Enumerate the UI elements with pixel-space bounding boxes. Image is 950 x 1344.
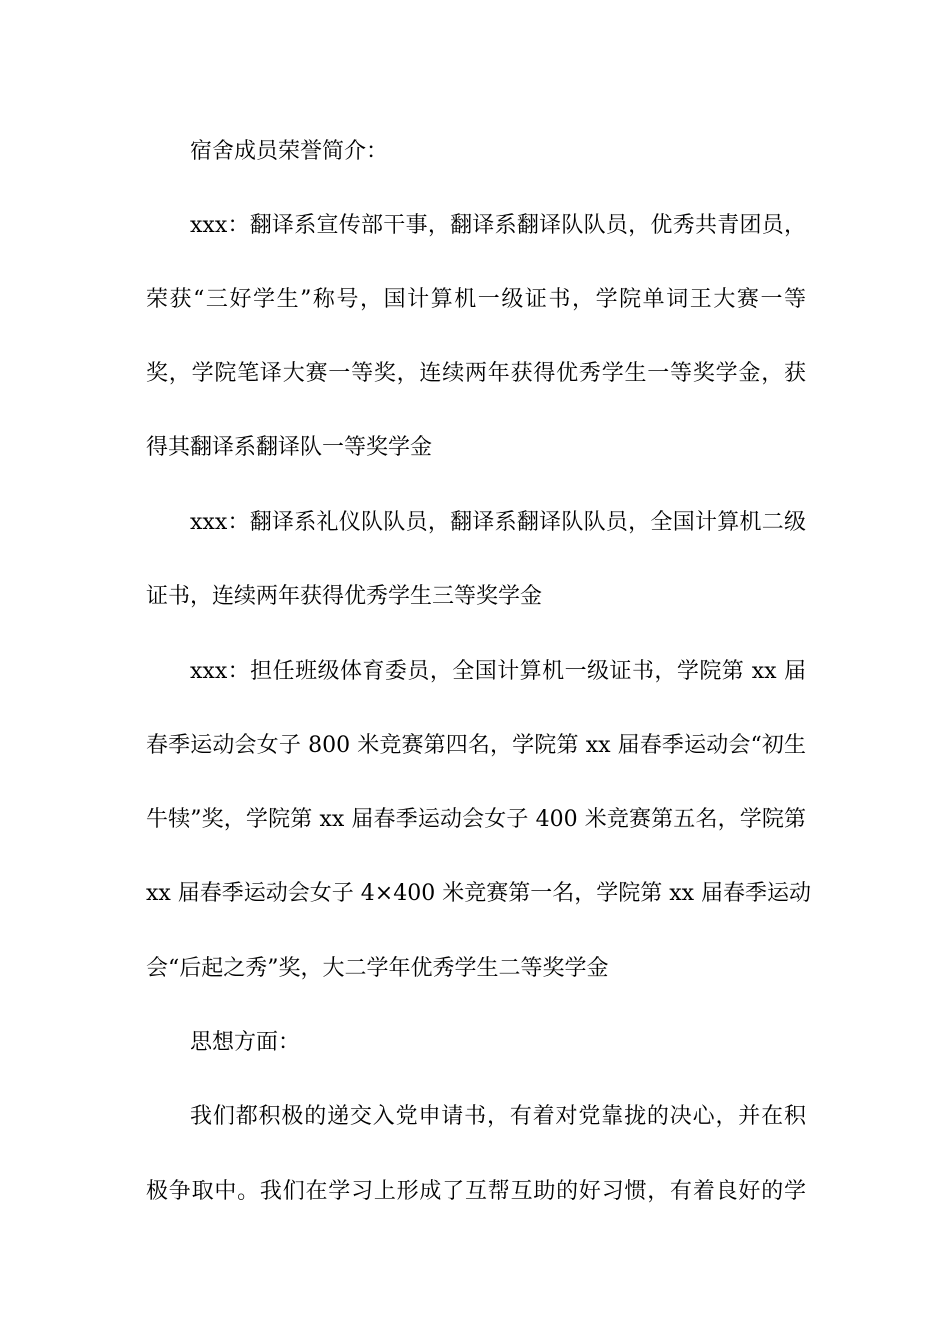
paragraph-line: 我们都积极的递交入党申请书，有着对党靠拢的决心，并在积 [190,1104,806,1129]
paragraph-line: xxx：担任班级体育委员，全国计算机一级证书，学院第 xx 届 [190,659,806,684]
honors-heading: 宿舍成员荣誉简介： [190,139,389,164]
paragraph-line: xx 届春季运动会女子 4×400 米竞赛第一名，学院第 xx 届春季运动 [146,881,812,906]
paragraph-line: 荣获“三好学生”称号，国计算机一级证书，学院单词王大赛一等 [146,287,806,312]
thought-heading: 思想方面： [190,1030,301,1055]
paragraph-line: 证书，连续两年获得优秀学生三等奖学金 [146,584,543,609]
paragraph-line: xxx：翻译系礼仪队队员，翻译系翻译队队员，全国计算机二级 [190,510,806,535]
paragraph-line: 奖，学院笔译大赛一等奖，连续两年获得优秀学生一等奖学金，获 [146,361,806,386]
paragraph-line: 得其翻译系翻译队一等奖学金 [146,435,433,460]
paragraph-line: xxx：翻译系宣传部干事，翻译系翻译队队员，优秀共青团员， [190,213,806,238]
paragraph-line: 会“后起之秀”奖，大二学年优秀学生二等奖学金 [146,956,609,981]
paragraph-line: 极争取中。我们在学习上形成了互帮互助的好习惯，有着良好的学 [146,1179,806,1204]
paragraph-line: 春季运动会女子 800 米竞赛第四名，学院第 xx 届春季运动会“初生 [146,733,806,758]
paragraph-line: 牛犊”奖，学院第 xx 届春季运动会女子 400 米竞赛第五名，学院第 [146,807,806,832]
